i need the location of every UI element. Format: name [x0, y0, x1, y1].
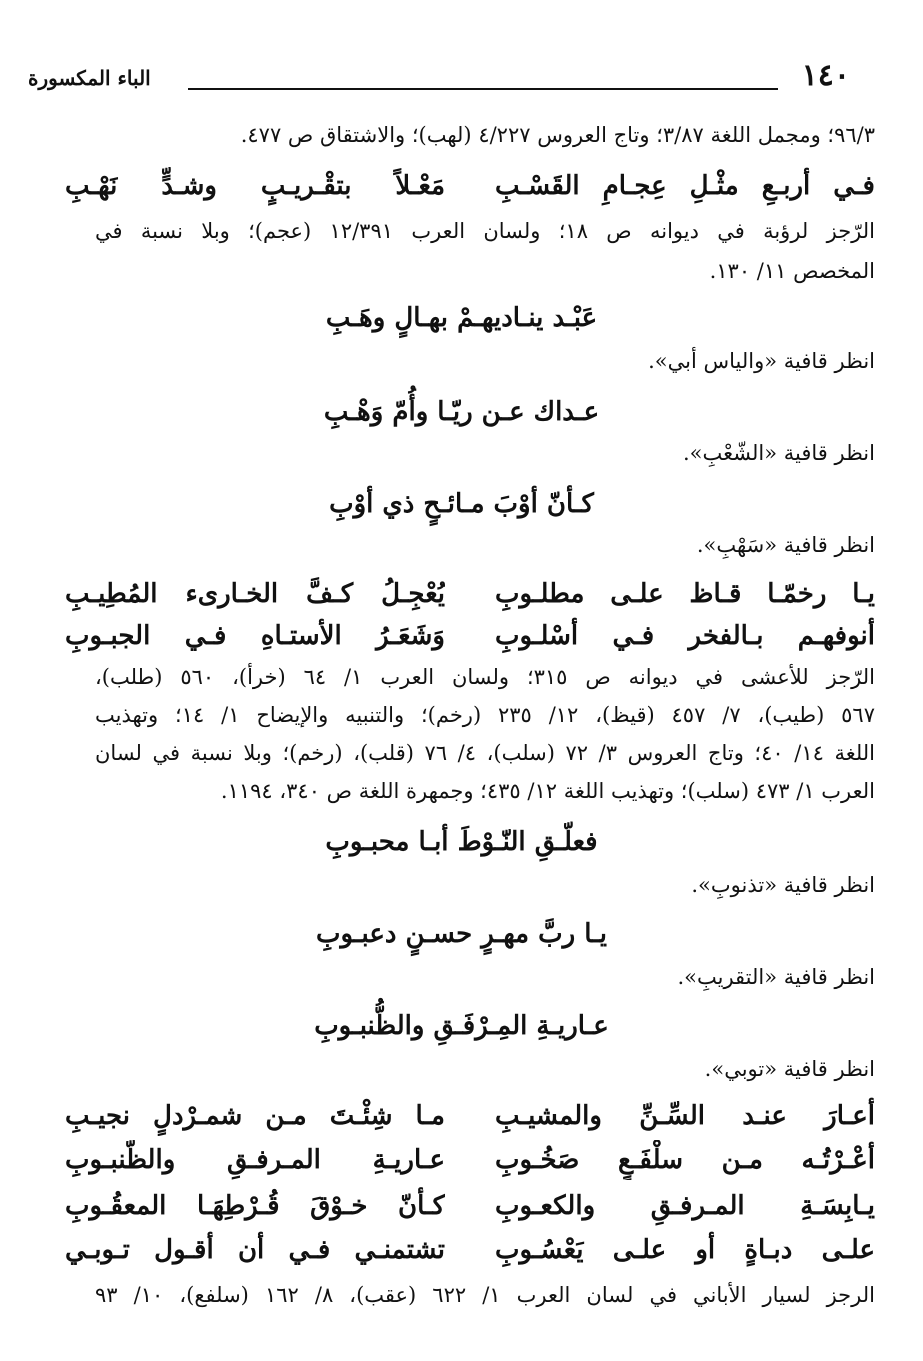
centered-verse: يـا ربَّ مهـرٍ حسـنٍ دعبـوبِ	[315, 919, 608, 949]
verse-line	[65, 574, 875, 614]
verse-line	[65, 1186, 875, 1226]
verse-second-hemistich: كـأنّ خـوْقَ قُـرْطِهَـا المعقُـوبِ	[65, 1191, 445, 1221]
reference-line: الرجز لسيار الأباني في لسان العرب ١/ ٦٢٢ (عقب)، ٨/ ١٦٢ (سلفع)، ١٠/ ٩٣	[95, 1283, 875, 1307]
centered-verse: كـأنّ أوْبَ مـائـحٍ ذي أوْبِ	[329, 489, 594, 519]
verse-second-hemistich: عـاريـةِ المـرفـقِ والظّنبـوبِ	[65, 1145, 445, 1175]
centered-verse: عَبْـد ينـاديهـمْ بهـالٍ وهَـبِ	[325, 303, 598, 333]
reference-line: الرّجز لرؤبة في ديوانه ص ١٨؛ ولسان العرب ١٢/٣٩١ (عجم)؛ وبلا نسبة في	[95, 219, 875, 243]
verse-line	[65, 166, 875, 206]
cross-reference-note: انظر قافية «الشّعْبِ».	[682, 441, 875, 465]
cross-reference-note: انظر قافية «تذنوبِ».	[691, 873, 875, 897]
verse-first-hemistich: أنوفهـم بـالفخر فـي أسْلـوبِ	[495, 621, 875, 651]
verse-line	[65, 1096, 875, 1136]
cross-reference-note: انظر قافية «سَهْبِ».	[696, 533, 875, 557]
centered-verse: عـاريـةِ المِـرْفَـقِ والظُّنبـوبِ	[314, 1011, 609, 1041]
cross-reference-note: انظر قافية «توبي».	[704, 1057, 875, 1081]
reference-line: العرب ١/ ٤٧٣ (سلب)؛ وتهذيب اللغة ١٢/ ٤٣٥؛ وجمهرة اللغة ص ٣٤٠، ١١٩٤.	[220, 779, 875, 803]
running-head: الباء المكسورة	[28, 66, 151, 90]
page-header	[28, 58, 850, 98]
cross-reference-note: انظر قافية «والياس أبي».	[648, 349, 875, 373]
reference-line: المخصص ١١/ ١٣٠.	[709, 259, 875, 283]
centered-verse: عـداك عـن ريّـا وأُمّ وَهْـبِ	[323, 397, 600, 427]
verse-first-hemistich: فـي أربـعِ مثْـلِ عِجـامِ القَسْـبِ	[495, 171, 875, 201]
verse-second-hemistich: يُعْجِـلُ كـفَّ الخـارىء المُطِيـبِ	[65, 579, 445, 609]
centered-verse: فعلّـقِ النّـوْطَ أبـا محبـوبِ	[325, 827, 598, 857]
reference-line: الرّجز للأعشى في ديوانه ص ٣١٥؛ ولسان العرب ١/ ٦٤ (خرأ)، ٥٦٠ (طلب)،	[95, 665, 875, 689]
verse-second-hemistich: تشتمنـي فـي أن أقـول تـوبـي	[65, 1235, 445, 1265]
verse-first-hemistich: أعـارَ عنـد السِّـنِّ والمشيـبِ	[495, 1101, 875, 1131]
verse-second-hemistich: وَشَعَـرُ الأستـاهِ فـي الجبـوبِ	[65, 621, 445, 651]
header-rule	[188, 88, 778, 90]
reference-line: اللغة ١٤/ ٤٠؛ وتاج العروس ٣/ ٧٢ (سلب)، ٤/ ٧٦ (قلب)، (رخم)؛ وبلا نسبة في لسان	[95, 741, 875, 765]
verse-first-hemistich: يـابِسَـةِ المـرفـقِ والكعـوبِ	[495, 1191, 875, 1221]
cross-reference-note: انظر قافية «التقريبِ».	[677, 965, 875, 989]
verse-first-hemistich: علـى دبـاةٍ أو علـى يَعْسُـوبِ	[495, 1235, 875, 1265]
verse-second-hemistich: مَعْـلاً بتقْـريـبٍ وشـدٍّ نَهْـبِ	[65, 171, 445, 201]
page-number: ١٤٠	[801, 58, 850, 93]
reference-line: ٥٦٧ (طيب)، ٧/ ٤٥٧ (قيظ)، ١٢/ ٢٣٥ (رخم)؛ والتنبيه والإيضاح ١/ ١٤؛ وتهذيب	[95, 703, 875, 727]
verse-line	[65, 1230, 875, 1270]
verse-first-hemistich: أعْـرْتُـه مـن سلْفَـعٍ صَخُـوبِ	[495, 1145, 875, 1175]
reference-line: ٩٦/٣؛ ومجمل اللغة ٣/٨٧؛ وتاج العروس ٤/٢٢٧ (لهب)؛ والاشتقاق ص ٤٧٧.	[240, 123, 875, 147]
verse-second-hemistich: مـا شِئْـتَ مـن شمـرْدلٍ نجيـبِ	[65, 1101, 445, 1131]
verse-line	[65, 1140, 875, 1180]
verse-first-hemistich: يـا رخمّـا قـاظ علـى مطلـوبِ	[495, 579, 875, 609]
verse-line	[65, 616, 875, 656]
